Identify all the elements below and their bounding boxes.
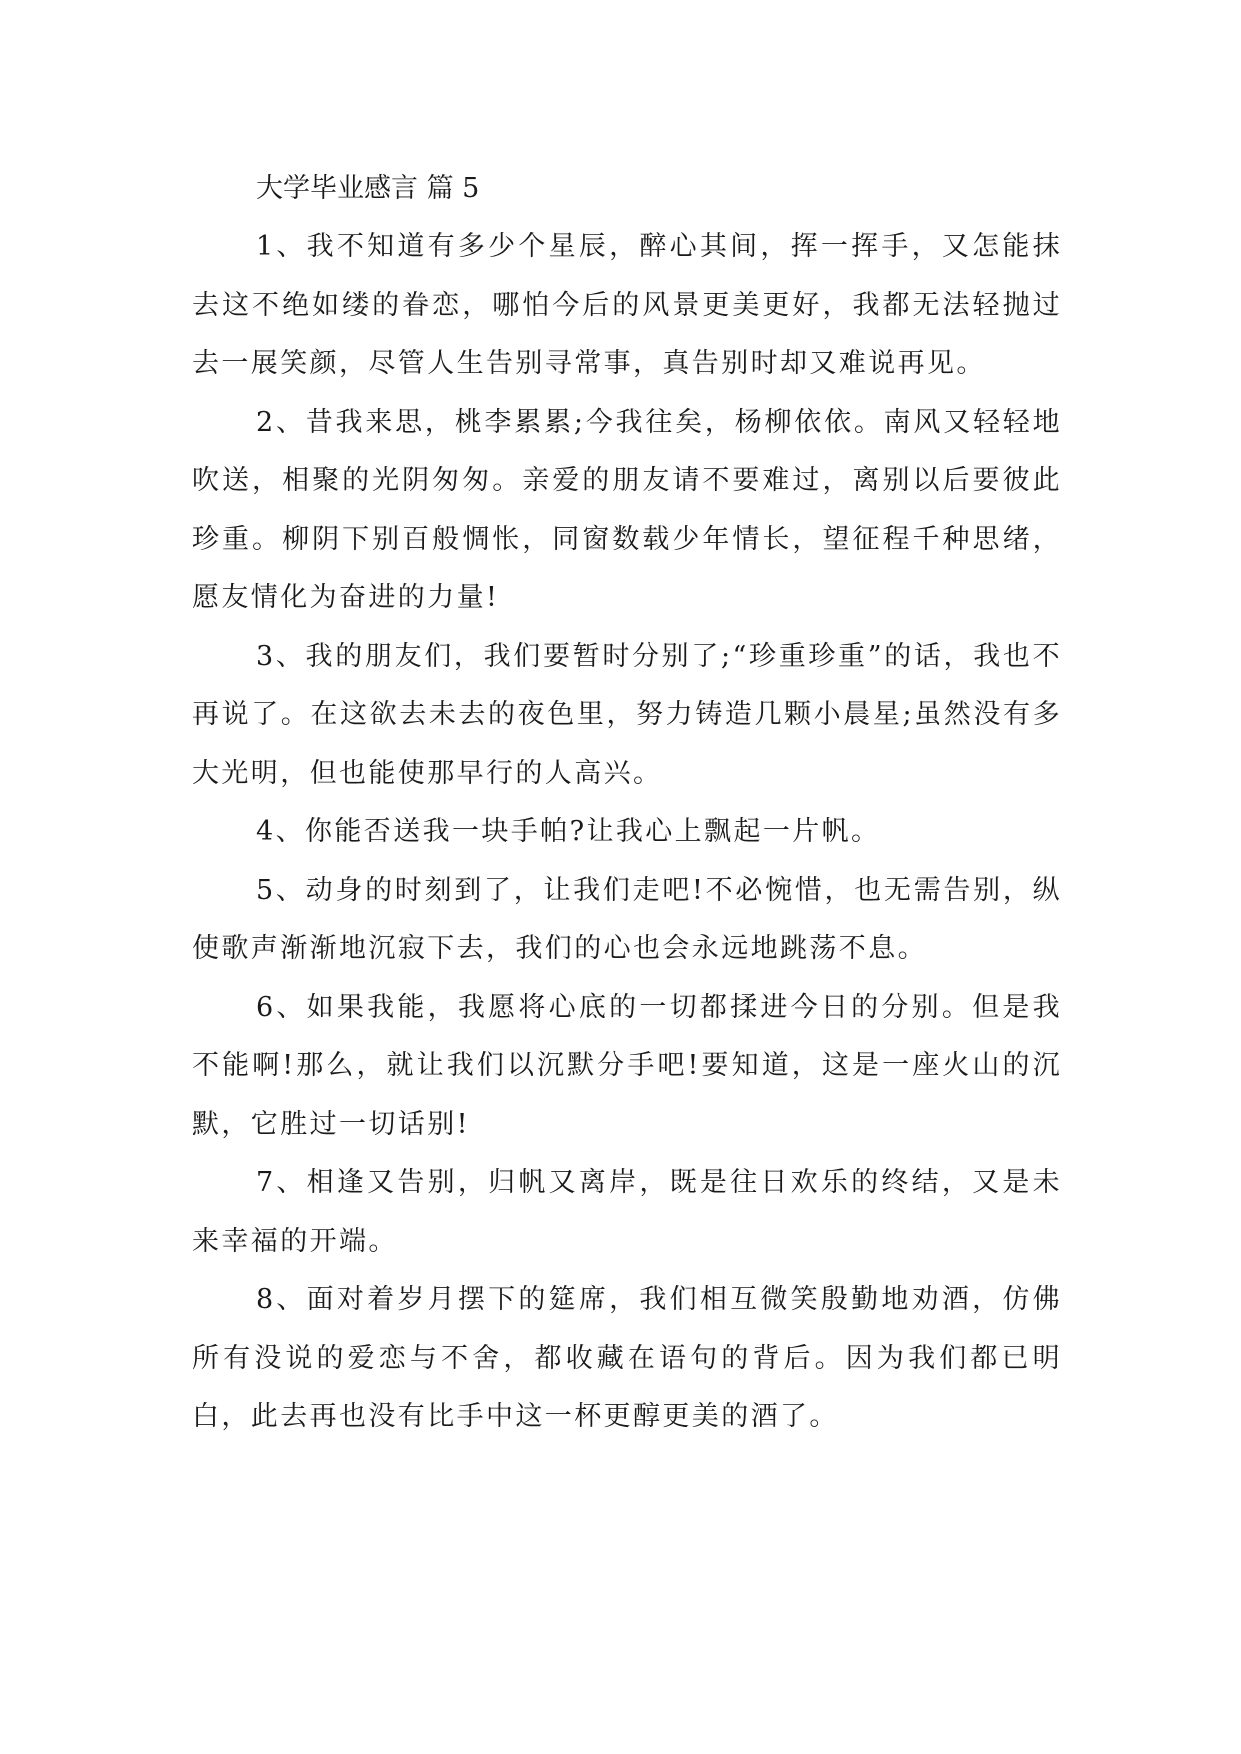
paragraph-3: 3、我的朋友们，我们要暂时分别了;“珍重珍重”的话，我也不再说了。在这欲去未去的夜色里，努力铸造几颗小晨星;虽然没有多大光明，但也能使那早行的人高兴。: [192, 640, 1062, 789]
section-heading: 大学毕业感言 篇 5: [256, 173, 480, 204]
paragraph-6: 6、如果我能，我愿将心底的一切都揉进今日的分别。但是我不能啊!那么，就让我们以沉默分手吧!要知道，这是一座火山的沉默，它胜过一切话别!: [192, 991, 1062, 1140]
document-body: [192, 160, 1062, 1447]
paragraph-5: 5、动身的时刻到了，让我们走吧!不必惋惜，也无需告别，纵使歌声渐渐地沉寂下去，我们的心也会永远地跳荡不息。: [192, 874, 1062, 964]
paragraph-4: 4、你能否送我一块手帕?让我心上飘起一片帆。: [256, 816, 881, 847]
paragraph-7: 7、相逢又告别，归帆又离岸，既是往日欢乐的终结，又是未来幸福的开端。: [192, 1167, 1062, 1257]
paragraph-2: 2、昔我来思，桃李累累;今我往矣，杨柳依依。南风又轻轻地吹送，相聚的光阴匆匆。亲爱的朋友请不要难过，离别以后要彼此珍重。柳阴下别百般惆怅，同窗数载少年情长，望征程千种思绪，愿友情化为奋进的力量!: [192, 406, 1062, 613]
paragraph-1: 1、我不知道有多少个星辰，醉心其间，挥一挥手，又怎能抹去这不绝如缕的眷恋，哪怕今后的风景更美更好，我都无法轻抛过去一展笑颜，尽管人生告别寻常事，真告别时却又难说再见。: [192, 231, 1062, 379]
paragraph-8: 8、面对着岁月摆下的筵席，我们相互微笑殷勤地劝酒，仿佛所有没说的爱恋与不舍，都收藏在语句的背后。因为我们都已明白，此去再也没有比手中这一杯更醇更美的酒了。: [192, 1284, 1062, 1432]
